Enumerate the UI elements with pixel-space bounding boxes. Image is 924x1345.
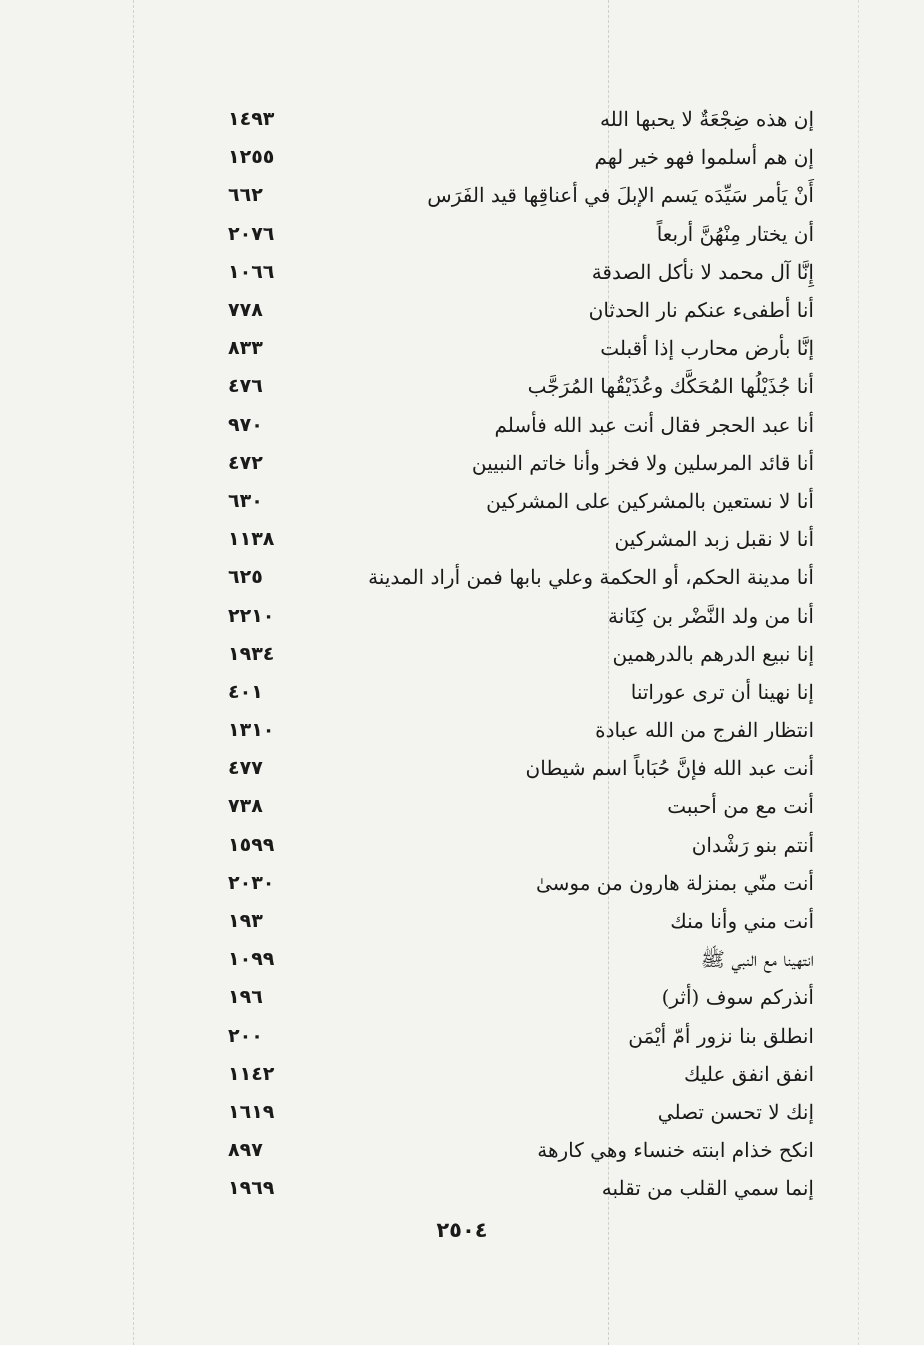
entry-text: إنَّا بأرض محارب إذا أقبلت (600, 336, 814, 361)
index-entry (200, 558, 820, 596)
entry-text: أنذركم سوف (أثر) (661, 985, 814, 1010)
index-entry (200, 749, 820, 787)
index-entry (200, 1131, 820, 1169)
index-entry (200, 635, 820, 673)
index-entry (200, 406, 820, 444)
entry-page-number: ١١٣٨ (228, 528, 275, 551)
entry-text: إنا نهينا أن ترى عوراتنا (630, 679, 814, 704)
entry-page-number: ٢٢١٠ (228, 604, 275, 627)
entry-page-number: ١٩٦ (228, 986, 263, 1009)
entry-page-number: ١٩٦٩ (228, 1177, 275, 1200)
index-entry (200, 940, 820, 978)
entry-page-number: ٤٠١ (228, 680, 263, 703)
entry-page-number: ٧٣٨ (228, 795, 263, 818)
entry-page-number: ٦٣٠ (228, 489, 263, 512)
entry-page-number: ١٥٩٩ (228, 833, 275, 856)
entry-text: أنا عبد الحجر فقال أنت عبد الله فأسلم (494, 412, 814, 437)
entry-page-number: ١٠٩٩ (228, 948, 275, 971)
index-entry (200, 176, 820, 214)
entry-page-number: ٢٠٧٦ (228, 222, 275, 245)
entry-text: إن هم أسلموا فهو خير لهم (594, 145, 814, 170)
entry-text: انطلق بنا نزور أمّ أيْمَن (628, 1023, 814, 1048)
entry-text: إِنَّا آل محمد لا نأكل الصدقة (591, 259, 814, 284)
entry-text: أنا جُذَيْلُها المُحَكَّك وعُذَيْقُها المُرَجَّب (527, 374, 814, 399)
entry-page-number: ١١٤٢ (228, 1062, 275, 1085)
entry-text: انتظار الفرج من الله عبادة (595, 718, 814, 743)
entry-text: أنت منّي بمنزلة هارون من موسىٰ (535, 870, 814, 895)
entry-page-number: ١٢٥٥ (228, 146, 275, 169)
entry-page-number: ٤٧٢ (228, 451, 263, 474)
entry-page-number: ٦٦٢ (228, 184, 263, 207)
index-entry (200, 138, 820, 176)
index-entry (200, 215, 820, 253)
hadith-index-list (200, 100, 820, 1207)
index-entry (200, 444, 820, 482)
index-entry (200, 329, 820, 367)
entry-text: أنا لا نستعين بالمشركين على المشركين (486, 488, 814, 513)
entry-text: أنت مع من أحببت (667, 794, 814, 819)
entry-text: أنت مني وأنا منك (670, 909, 814, 934)
entry-text: أنا قائد المرسلين ولا فخر وأنا خاتم النبيين (471, 450, 814, 475)
entry-page-number: ٢٠٣٠ (228, 871, 275, 894)
index-entry (200, 291, 820, 329)
index-entry (200, 482, 820, 520)
entry-page-number: ٨٣٣ (228, 337, 263, 360)
entry-page-number: ١٦١٩ (228, 1100, 275, 1123)
index-entry (200, 711, 820, 749)
entry-page-number: ١٠٦٦ (228, 260, 275, 283)
index-entry (200, 1169, 820, 1207)
entry-page-number: ٨٩٧ (228, 1139, 263, 1162)
entry-page-number: ٦٢٥ (228, 566, 263, 589)
scan-guide-line (858, 0, 859, 1345)
entry-text: إن هذه ضِجْعَةٌ لا يحبها الله (599, 107, 814, 132)
entry-page-number: ٤٧٦ (228, 375, 263, 398)
entry-text: إنما سمي القلب من تقلبه (601, 1176, 814, 1201)
entry-page-number: ٩٧٠ (228, 413, 263, 436)
entry-page-number: ٤٧٧ (228, 757, 263, 780)
entry-text: أنت عبد الله فإنَّ حُبَاباً اسم شيطان (525, 756, 814, 781)
page-number: ٢٥٠٤ (436, 1218, 488, 1242)
entry-page-number: ١٤٩٣ (228, 108, 275, 131)
entry-page-number: ١٩٣ (228, 910, 263, 933)
entry-text: أن يختار مِنْهُنَّ أربعاً (656, 221, 814, 246)
entry-text: انكح خذام ابنته خنساء وهي كارهة (537, 1138, 814, 1163)
entry-text: انفق انفق عليك (684, 1061, 814, 1086)
entry-text: إنا نبيع الدرهم بالدرهمين (612, 641, 814, 666)
index-entry (200, 673, 820, 711)
index-entry (200, 253, 820, 291)
index-entry (200, 902, 820, 940)
index-entry (200, 367, 820, 405)
entry-text: أنا من ولد النَّضْر بن كِنَانة (608, 603, 814, 628)
entry-page-number: ١٣١٠ (228, 719, 275, 742)
entry-page-number: ١٩٣٤ (228, 642, 275, 665)
index-entry (200, 1093, 820, 1131)
entry-text: أَنْ يَأمر سَيِّدَه يَسم الإبلَ في أعناقِها قيد الفَرَس (427, 183, 814, 208)
index-entry (200, 1017, 820, 1055)
entry-text: أنا مدينة الحكم، أو الحكمة وعلي بابها فمن أراد المدينة (368, 565, 814, 590)
index-entry (200, 978, 820, 1016)
entry-text: أنا لا نقبل زبد المشركين (614, 527, 814, 552)
entry-page-number: ٢٠٠ (228, 1024, 263, 1047)
entry-text: انتهينا مع النبي ﷺ (700, 947, 814, 972)
index-entry (200, 787, 820, 825)
index-entry (200, 100, 820, 138)
index-entry (200, 1055, 820, 1093)
entry-text: أنا أطفىء عنكم نار الحدثان (588, 298, 814, 323)
scan-guide-line (133, 0, 134, 1345)
index-entry (200, 596, 820, 634)
index-entry (200, 864, 820, 902)
entry-text: أنتم بنو رَشْدان (691, 832, 814, 857)
entry-page-number: ٧٧٨ (228, 299, 263, 322)
entry-text: إنك لا تحسن تصلي (657, 1099, 814, 1124)
index-entry (200, 826, 820, 864)
index-entry (200, 520, 820, 558)
